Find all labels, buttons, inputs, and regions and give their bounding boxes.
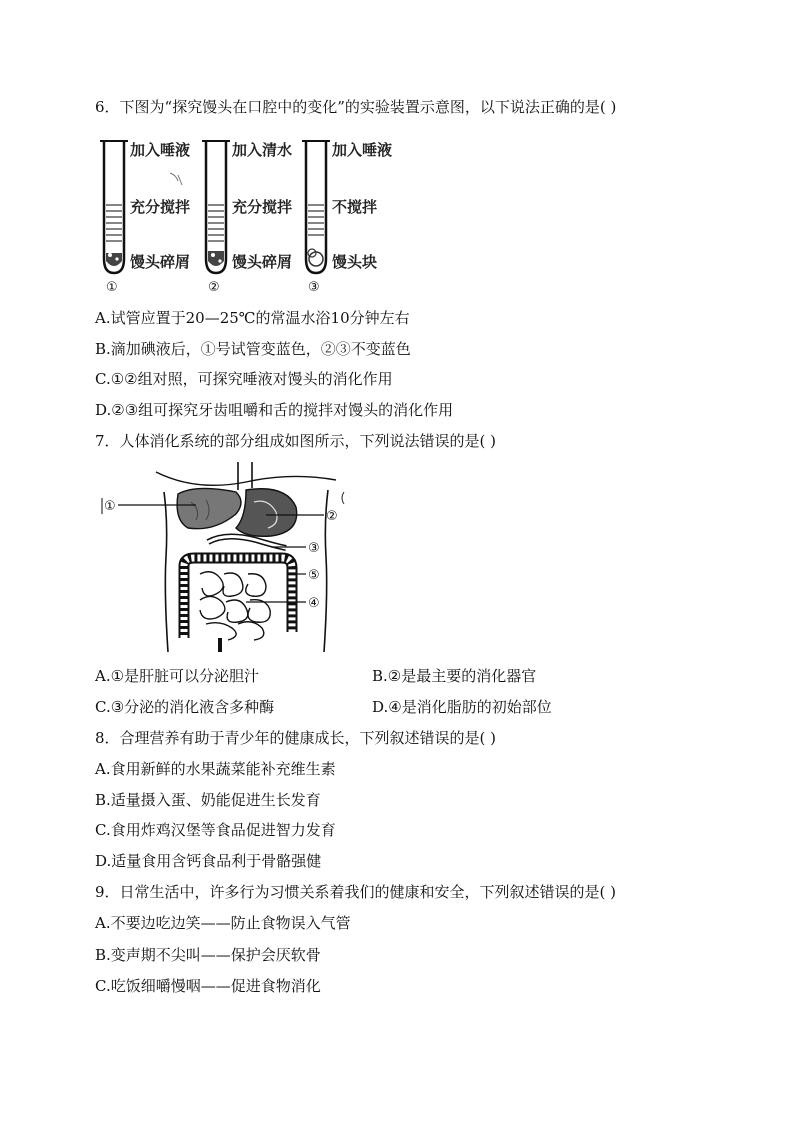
q8-option-b: B.适量摄入蛋、奶能促进生长发育 xyxy=(95,791,321,809)
question-6-stem: 6．下图为“探究馒头在口腔中的变化”的实验装置示意图，以下说法正确的是( ) xyxy=(95,98,617,116)
question-8-stem: 8．合理营养有助于青少年的健康成长，下列叙述错误的是( ) xyxy=(95,729,497,747)
tube-3-number: ③ xyxy=(308,280,320,295)
tube-3-middle-label: 不搅拌 xyxy=(332,198,378,216)
tube-1-top-label: 加入唾液 xyxy=(130,141,191,159)
q7-digestive-system-figure xyxy=(96,462,356,654)
q9-option-c: C.吃饭细嚼慢咽——促进食物消化 xyxy=(95,977,321,995)
q6-option-a: A.试管应置于20—25℃的常温水浴10分钟左右 xyxy=(95,309,410,327)
q7-option-d: D.④是消化脂肪的初始部位 xyxy=(372,698,552,716)
test-tube-2 xyxy=(202,141,292,295)
organ-label-3: ③ xyxy=(308,541,320,556)
q6-option-d: D.②③组可探究牙齿咀嚼和舌的搅拌对馒头的消化作用 xyxy=(95,401,454,419)
q9-option-b: B.变声期不尖叫——保护会厌软骨 xyxy=(95,946,321,964)
question-9-stem: 9．日常生活中，许多行为习惯关系着我们的健康和安全，下列叙述错误的是( ) xyxy=(95,883,617,901)
q7-option-b: B.②是最主要的消化器官 xyxy=(372,667,537,685)
organ-label-4: ④ xyxy=(308,596,320,611)
tube-1-number: ① xyxy=(106,280,118,295)
tube-2-bottom-label: 馒头碎屑 xyxy=(232,253,293,271)
tube-2-number: ② xyxy=(208,280,220,295)
q6-test-tube-figure xyxy=(96,135,396,300)
q9-option-a: A.不要边吃边笑——防止食物误入气管 xyxy=(95,914,351,932)
q7-option-a: A.①是肝脏可以分泌胆汁 xyxy=(95,667,260,685)
organ-label-1: ① xyxy=(104,499,116,514)
q8-option-a: A.食用新鲜的水果蔬菜能补充维生素 xyxy=(95,760,336,778)
tube-2-top-label: 加入清水 xyxy=(232,141,293,159)
tube-3-bottom-label: 馒头块 xyxy=(332,253,378,271)
tube-3-top-label: 加入唾液 xyxy=(332,141,393,159)
q8-option-d: D.适量食用含钙食品利于骨骼强健 xyxy=(95,852,322,870)
tube-2-middle-label: 充分搅拌 xyxy=(232,198,293,216)
q6-option-b: B.滴加碘液后，①号试管变蓝色，②③不变蓝色 xyxy=(95,340,411,358)
test-tube-1 xyxy=(100,141,190,295)
organ-label-5: ⑤ xyxy=(308,568,320,583)
organ-label-2: ② xyxy=(326,509,338,524)
question-7-stem: 7．人体消化系统的部分组成如图所示，下列说法错误的是( ) xyxy=(95,432,497,450)
test-tube-3 xyxy=(302,141,392,295)
q7-option-c: C.③分泌的消化液含多种酶 xyxy=(95,698,275,716)
tube-1-bottom-label: 馒头碎屑 xyxy=(130,253,191,271)
q8-option-c: C.食用炸鸡汉堡等食品促进智力发育 xyxy=(95,821,336,839)
q6-option-c: C.①②组对照，可探究唾液对馒头的消化作用 xyxy=(95,370,393,388)
tube-1-middle-label: 充分搅拌 xyxy=(130,198,191,216)
